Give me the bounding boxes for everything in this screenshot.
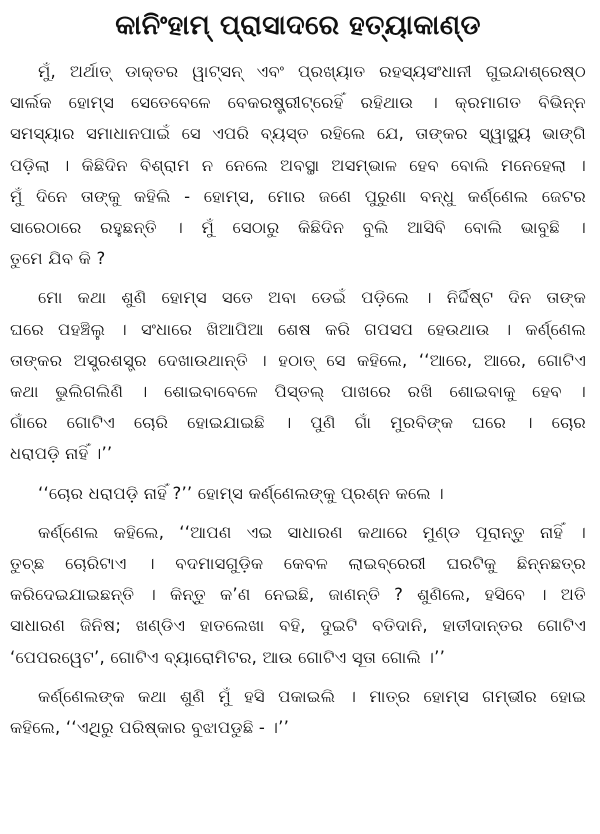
text-line: ସାଧାରଣ ଜିନିଷ; ଖଣ୍ଡିଏ ହାତଲେଖା ବହି, ଦୁଇଟି ବତିଦାନି, ହାତୀଦାନ୍ତର ଗୋଟିଏ xyxy=(10,616,586,636)
text-line: ଘରେ ପହଞ୍ଚିଲୁ । ସଂଧାରେ ଖିଆପିଆ ଶେଷ କରି ଗପସପ ହେଉଥାଉ । କର୍ଣ୍ଣେଲ xyxy=(10,319,586,339)
text-line: କହିଲେ, ‘‘ଏଥିରୁ ପରିଷ୍କାର ବୁଝାପଡୁଛି - ।’’ xyxy=(10,718,290,738)
text-line: ମୁଁ ଦିନେ ତାଙ୍କୁ କହିଲି - ହୋମ୍‌ସ, ମୋର ଜଣେ ପୁରୁଣା ବନ୍ଧୁ କର୍ଣ୍ଣେଲ ଜେଟର xyxy=(10,186,586,206)
text-line: ମୋ କଥା ଶୁଣି ହୋମ୍‌ସ ସତେ ଅବା ଡେଇଁ ପଡ଼ିଲେ । ନିର୍ଦ୍ଦିଷ୍ଟ ଦିନ ତାଙ୍କ xyxy=(38,288,586,308)
text-line: ‘‘ଚୋର ଧରାପଡ଼ି ନାହିଁ ?’’ ହୋମ୍‌ସ କର୍ଣ୍ଣେଲଙ୍କୁ ପ୍ରଶ୍ନ କଲେ । xyxy=(38,483,444,503)
text-line: କଥା ଭୁଲିଗଲିଣି । ଶୋଇବାବେଳେ ପିସ୍ତଲ୍ ପାଖରେ ରଖି ଶୋଇବାକୁ ହେବ । xyxy=(10,382,586,402)
text-line: ପଡ଼ିଲା । କିଛିଦିନ ବିଶ୍ରାମ ନ ନେଲେ ଅବସ୍ଥା ଅସମ୍ଭାଳ ହେବ ବୋଲି ମନେହେଲା । xyxy=(10,155,586,175)
text-line: ସମସ୍ୟାର ସମାଧାନପାଇଁ ସେ ଏପରି ବ୍ୟସ୍ତ ରହିଲେ ଯେ, ତାଙ୍କର ସ୍ୱାସ୍ଥ୍ୟ ଭାଙ୍ଗି xyxy=(10,124,586,144)
text-line: ତୁଚ୍ଛ ଚୋରିଟାଏ । ବଦମାସଗୁଡ଼ିକ କେବଳ ଲାଇବ୍ରେରୀ ଘରଟିକୁ ଛିନ୍ନଛତ୍ର xyxy=(10,554,586,574)
paragraph-1 xyxy=(10,56,586,274)
text-line: ଧରାପଡ଼ି ନାହିଁ ।’’ xyxy=(10,444,113,464)
text-line: ସାର୍ଲକ ହୋମ୍‌ସ ସେତେବେଳେ ବେକରଷ୍ଟ୍ରୀଟ୍‌ରେହିଁ ରହିଥାଉ । କ୍ରମାଗତ ବିଭିନ୍ନ xyxy=(10,93,586,113)
paragraph-2 xyxy=(10,282,586,469)
text-line: ସାରେଠାରେ ରହୁଛନ୍ତି । ମୁଁ ସେଠାରୁ କିଛିଦିନ ବୁଲି ଆସିବି ବୋଲି ଭାବୁଛି । xyxy=(10,218,586,238)
text-line: ମୁଁ, ଅର୍ଥାତ୍ ଡାକ୍ତର ୱାଟ୍ସନ୍ ଏବଂ ପ୍ରଖ୍ୟାତ ରହସ୍ୟସଂଧାନୀ ଗୁଇନ୍ଦାଶ୍ରେଷ୍ଠ xyxy=(38,62,586,81)
story-title: କାନିଂହାମ୍ ପ୍ରାସାଦରେ ହତ୍ୟାକାଣ୍ଡ xyxy=(115,10,481,41)
text-line: ଗାଁରେ ଗୋଟିଏ ଚୋରି ହୋଇଯାଇଛି । ପୁଣି ଗାଁ ମୁରବିଙ୍କ ଘରେ । ଚୋର xyxy=(10,413,586,433)
text-line: ତାଙ୍କର ଅସ୍ତ୍ରଶସ୍ତ୍ର ଦେଖାଉଥାନ୍ତି । ହଠାତ୍ ସେ କହିଲେ, ‘‘ଆରେ, ଆରେ, ଗୋଟିଏ xyxy=(10,350,586,370)
text-line: ତୁମେ ଯିବ କି ? xyxy=(10,249,106,269)
paragraph-5 xyxy=(10,681,586,743)
paragraph-4 xyxy=(10,517,586,673)
text-line: କର୍ଣ୍ଣେଲ କହିଲେ, ‘‘ଆପଣ ଏଇ ସାଧାରଣ କଥାରେ ମୁଣ୍ଡ ପୂରାନ୍ତୁ ନାହିଁ । xyxy=(38,522,586,542)
text-line: କର୍ଣ୍ଣେଲଙ୍କ କଥା ଶୁଣି ମୁଁ ହସି ପକାଇଲି । ମାତ୍ର ହୋମ୍‌ସ ଗମ୍ଭୀର ହୋଇ xyxy=(38,686,586,706)
text-line: କରିଦେଇଯାଇଛନ୍ତି । କିନ୍ତୁ କ’ଣ ନେଇଛି, ଜାଣନ୍ତି ? ଶୁଣିଲେ, ହସିବେ । ଅତି xyxy=(10,585,586,605)
paragraph-3 xyxy=(10,478,586,509)
text-line: ‘ପେପରୱେଟ’, ଗୋଟିଏ ବ୍ୟାରୋମିଟର, ଆଉ ଗୋଟିଏ ସୂତା ଗୋଲି ।’’ xyxy=(10,647,446,667)
